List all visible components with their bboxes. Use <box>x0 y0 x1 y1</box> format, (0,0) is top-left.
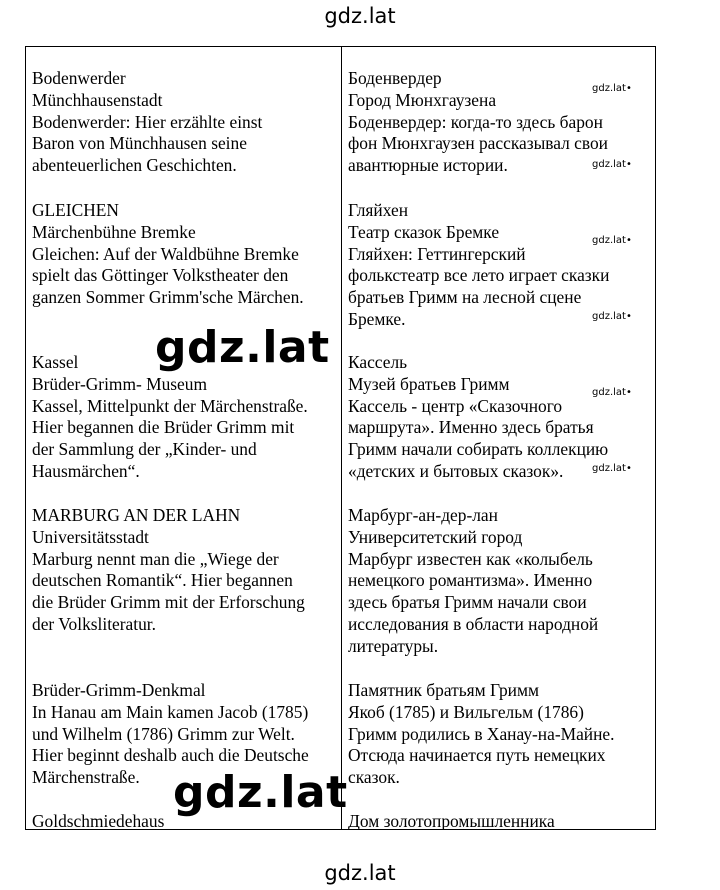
text-line: братьев Гримм на лесной сцене <box>348 287 582 308</box>
text-line: Театр сказок Бремке <box>348 221 500 242</box>
text-line: Bodenwerder <box>32 68 126 88</box>
watermark-large: gdz.lat <box>173 767 348 818</box>
section-marburg-de <box>32 505 334 636</box>
watermark-small: gdz.lat• <box>592 311 632 322</box>
translation-table <box>25 46 656 830</box>
text-line: Отсюда начинается путь немецких <box>348 745 606 766</box>
section-bodenwerder-de <box>32 68 334 177</box>
watermark-small: gdz.lat• <box>592 159 632 170</box>
text-line: Goldschmiedehaus <box>32 811 165 830</box>
text-line: der Sammlung der „Kinder- und <box>32 439 257 460</box>
russian-column <box>348 68 650 830</box>
text-line: Якоб (1785) и Вильгельм (1786) <box>348 701 584 722</box>
text-line: Marburg nennt man die „Wiege der <box>32 548 279 569</box>
text-line: Кассель <box>348 352 408 372</box>
text-line: Hausmärchen“. <box>32 460 140 481</box>
text-line: Марбург известен как «колыбель <box>348 548 593 569</box>
watermark-small: gdz.lat• <box>592 235 632 246</box>
text-line: Bodenwerder: Hier erzählte einst <box>32 111 263 132</box>
text-line: Музей братьев Гримм <box>348 373 510 394</box>
text-line: spielt das Göttinger Volkstheater den <box>32 265 289 286</box>
text-line: Гляйхен: Геттингерский <box>348 243 526 264</box>
german-column <box>32 68 334 830</box>
text-line: Бремке. <box>348 308 406 329</box>
text-line: Brüder-Grimm- Museum <box>32 373 207 394</box>
text-line: Märchenstraße. <box>32 767 140 788</box>
text-line: Гляйхен <box>348 200 409 220</box>
text-line: Märchenbühne Bremke <box>32 221 196 242</box>
text-line: исследования в области народной <box>348 613 599 634</box>
text-line: Гримм начали собирать коллекцию <box>348 439 609 460</box>
text-line: der Volksliteratur. <box>32 613 156 634</box>
text-line: GLEICHEN <box>32 200 119 220</box>
text-line: фон Мюнхгаузен рассказывал свои <box>348 133 608 154</box>
text-line: Город Мюнхгаузена <box>348 89 497 110</box>
text-line: Марбург-ан-дер-лан <box>348 505 498 525</box>
watermark-large: gdz.lat <box>155 322 330 373</box>
text-line: немецкого романтизма». Именно <box>348 570 593 591</box>
text-line: Памятник братьям Гримм <box>348 680 539 700</box>
text-line: Боденвердер <box>348 68 442 88</box>
text-line: MARBURG AN DER LAHN <box>32 505 241 525</box>
text-line: Münchhausenstadt <box>32 89 163 110</box>
text-line: маршрута». Именно здесь братья <box>348 417 594 438</box>
watermark-small: gdz.lat• <box>592 83 632 94</box>
text-line: Baron von Münchhausen seine <box>32 133 247 154</box>
section-marburg-ru <box>348 505 650 658</box>
text-line: Kassel, Mittelpunkt der Märchenstraße. <box>32 395 308 416</box>
text-line: Гримм родились в Ханау-на-Майне. <box>348 723 615 744</box>
text-line: Hier begannen die Brüder Grimm mit <box>32 417 295 438</box>
text-line: deutschen Romantik“. Hier begannen <box>32 570 293 591</box>
text-line: фолькстеатр все лето играет сказки <box>348 265 610 286</box>
watermark-small: gdz.lat• <box>592 387 632 398</box>
section-denkmal-ru <box>348 680 650 789</box>
text-line: авантюрные истории. <box>348 155 508 176</box>
text-line: und Wilhelm (1786) Grimm zur Welt. <box>32 723 295 744</box>
text-line: сказок. <box>348 767 400 788</box>
text-line: здесь братья Гримм начали свои <box>348 592 587 613</box>
text-line: Боденвердер: когда-то здесь барон <box>348 111 603 132</box>
text-line: Кассель - центр «Сказочного <box>348 395 563 416</box>
text-line: «детских и бытовых сказок». <box>348 460 564 481</box>
site-header: gdz.lat <box>324 4 396 28</box>
column-divider <box>341 47 342 829</box>
section-goldschmiedehaus-ru <box>348 811 650 830</box>
text-line: Дом золотопромышленника <box>348 811 555 830</box>
text-line: Brüder-Grimm-Denkmal <box>32 680 206 700</box>
text-line: die Brüder Grimm mit der Erforschung <box>32 592 305 613</box>
text-line: abenteuerlichen Geschichten. <box>32 155 237 176</box>
site-footer: gdz.lat <box>324 861 396 885</box>
text-line: Hier beginnt deshalb auch die Deutsche <box>32 745 309 766</box>
text-line: Universitätsstadt <box>32 526 149 547</box>
watermark-small: gdz.lat• <box>592 463 632 474</box>
text-line: Gleichen: Auf der Waldbühne Bremke <box>32 243 299 264</box>
text-line: литературы. <box>348 635 439 656</box>
section-gleichen-de <box>32 200 334 309</box>
text-line: In Hanau am Main kamen Jacob (1785) <box>32 701 309 722</box>
text-line: Kassel <box>32 352 79 372</box>
text-line: Университетский город <box>348 526 523 547</box>
text-line: ganzen Sommer Grimm'sche Märchen. <box>32 287 304 308</box>
